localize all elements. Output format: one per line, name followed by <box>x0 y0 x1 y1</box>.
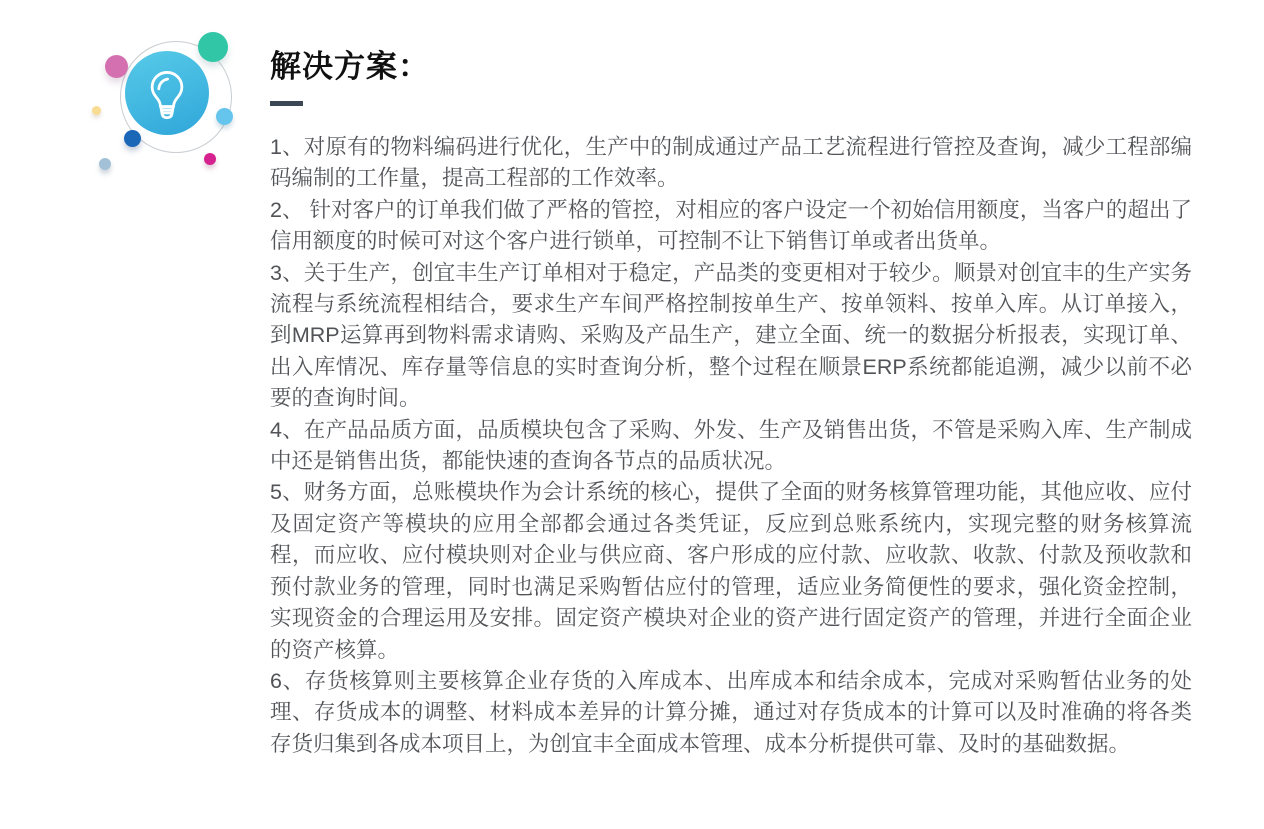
solution-paragraph-4: 4、在产品品质方面，品质模块包含了采购、外发、生产及销售出货，不管是采购入库、生产制成中还是销售出货，都能快速的查询各节点的品质状况。 <box>270 417 1192 474</box>
teal-dot <box>198 32 228 62</box>
pink-dot <box>105 55 128 78</box>
title-underline <box>270 101 303 106</box>
solution-paragraph-3: 3、关于生产，创宜丰生产订单相对于稳定，产品类的变更相对于较少。顺景对创宜丰的生产实务流程与系统流程相结合，要求生产车间严格控制按单生产、按单领料、按单入库。从订单接入，到MRP运算再到物料需求请购、采购及产品生产，建立全面、统一的数据分析报表，实现订单、出入库情况、库存量等信息的实时查询分析，整个过程在顺景ERP系统都能追溯，减少以前不必要的查询时间。 <box>270 260 1192 411</box>
solution-section <box>270 47 1192 760</box>
solution-paragraphs <box>270 132 1192 760</box>
magenta-dot <box>204 153 216 165</box>
lightbulb-icon <box>139 65 195 121</box>
dark-blue-dot <box>124 130 141 147</box>
section-title: 解决方案： <box>270 49 430 84</box>
solution-paragraph-1: 1、对原有的物料编码进行优化，生产中的制成通过产品工艺流程进行管控及查询，减少工程部编码编制的工作量，提高工程部的工作效率。 <box>270 135 1192 191</box>
lightbulb-circle <box>125 51 209 135</box>
light-blue-dot <box>216 108 233 125</box>
yellow-dot <box>92 106 101 115</box>
solution-paragraph-2: 2、 针对客户的订单我们做了严格的管控，对相应的客户设定一个初始信用额度，当客户的超出了信用额度的时候可对这个客户进行锁单，可控制不让下销售订单或者出货单。 <box>270 197 1192 254</box>
solution-paragraph-5: 5、财务方面，总账模块作为会计系统的核心，提供了全面的财务核算管理功能，其他应收、应付及固定资产等模块的应用全部都会通过各类凭证，反应到总账系统内，实现完整的财务核算流程，而应收、应付模块则对企业与供应商、客户形成的应付款、应收款、收款、付款及预收款和预付款业务的管理，同时也满足采购暂估应付的管理，适应业务简便性的要求，强化资金控制，实现资金的合理运用及安排。固定资产模块对企业的资产进行固定资产的管理，并进行全面企业的资产核算。 <box>270 480 1192 662</box>
steel-blue-dot <box>99 158 111 170</box>
lightbulb-badge <box>90 28 245 183</box>
solution-paragraph-6: 6、存货核算则主要核算企业存货的入库成本、出库成本和结余成本，完成对采购暂估业务的处理、存货成本的调整、材料成本差异的计算分摊，通过对存货成本的计算可以及时准确的将各类存货归集到各成本项目上，为创宜丰全面成本管理、成本分析提供可靠、及时的基础数据。 <box>270 668 1192 756</box>
